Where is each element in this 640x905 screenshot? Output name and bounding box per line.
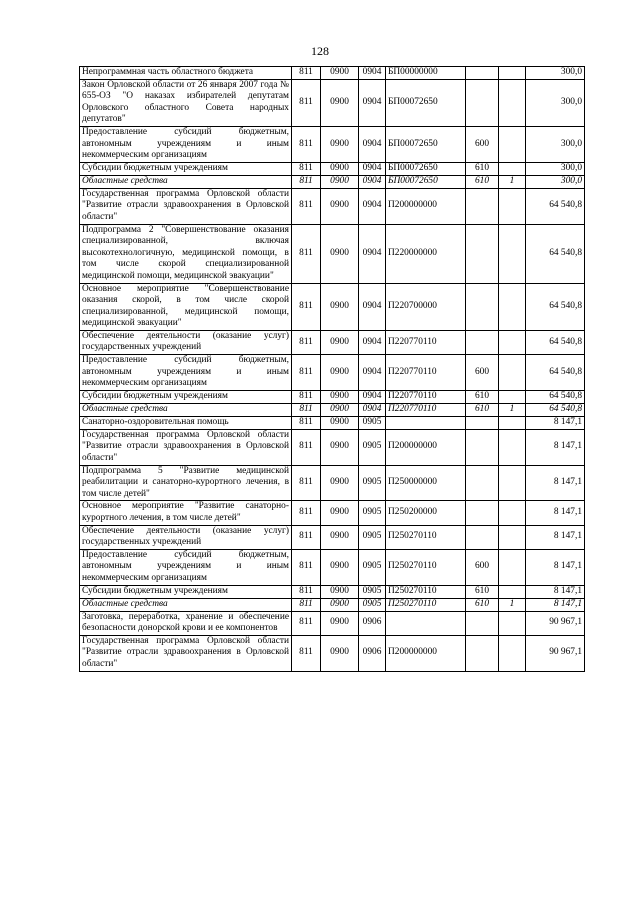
amount-cell: 64 540,8 [526,224,585,283]
ministry-code-cell: 811 [292,465,321,501]
amount-cell: 64 540,8 [526,283,585,330]
table-row [80,585,585,598]
target-article-cell: П200000000 [386,635,466,671]
section-code-cell: 0900 [321,598,359,611]
section-code-cell: 0900 [321,224,359,283]
funding-source-cell [499,465,526,501]
table-row [80,390,585,403]
subsection-code-cell: 0904 [359,355,386,391]
funding-source-cell [499,188,526,224]
amount-cell: 64 540,8 [526,330,585,354]
amount-cell: 8 147,1 [526,525,585,549]
table-row [80,283,585,330]
section-code-cell: 0900 [321,162,359,175]
amount-cell: 90 967,1 [526,635,585,671]
row-name-cell: Обеспечение деятельности (оказание услуг) государственных учреждений [80,525,292,549]
funding-source-cell [499,67,526,80]
table-row [80,175,585,188]
subsection-code-cell: 0905 [359,598,386,611]
funding-source-cell [499,585,526,598]
ministry-code-cell: 811 [292,67,321,80]
target-article-cell: БП00000000 [386,67,466,80]
expense-type-cell: 600 [466,355,499,391]
ministry-code-cell: 811 [292,224,321,283]
funding-source-cell [499,390,526,403]
ministry-code-cell: 811 [292,330,321,354]
table-row [80,126,585,162]
ministry-code-cell: 811 [292,525,321,549]
funding-source-cell [499,611,526,635]
subsection-code-cell: 0904 [359,162,386,175]
expense-type-cell: 610 [466,403,499,416]
subsection-code-cell: 0906 [359,611,386,635]
subsection-code-cell: 0904 [359,224,386,283]
ministry-code-cell: 811 [292,585,321,598]
ministry-code-cell: 811 [292,416,321,429]
expense-type-cell: 610 [466,162,499,175]
amount-cell: 300,0 [526,79,585,126]
ministry-code-cell: 811 [292,283,321,330]
target-article-cell [386,416,466,429]
section-code-cell: 0900 [321,525,359,549]
expense-type-cell [466,67,499,80]
table-row [80,188,585,224]
ministry-code-cell: 811 [292,429,321,465]
section-code-cell: 0900 [321,67,359,80]
amount-cell: 64 540,8 [526,355,585,391]
subsection-code-cell: 0904 [359,79,386,126]
amount-cell: 8 147,1 [526,585,585,598]
subsection-code-cell: 0905 [359,585,386,598]
table-row [80,465,585,501]
target-article-cell: П200000000 [386,188,466,224]
section-code-cell: 0900 [321,355,359,391]
table-row [80,611,585,635]
funding-source-cell [499,330,526,354]
budget-table [79,66,585,672]
section-code-cell: 0900 [321,416,359,429]
ministry-code-cell: 811 [292,175,321,188]
funding-source-cell [499,126,526,162]
expense-type-cell [466,501,499,525]
expense-type-cell [466,330,499,354]
funding-source-cell [499,549,526,585]
table-row [80,429,585,465]
section-code-cell: 0900 [321,390,359,403]
row-name-cell: Субсидии бюджетным учреждениям [80,390,292,403]
section-code-cell: 0900 [321,126,359,162]
section-code-cell: 0900 [321,403,359,416]
section-code-cell: 0900 [321,330,359,354]
funding-source-cell [499,79,526,126]
ministry-code-cell: 811 [292,635,321,671]
subsection-code-cell: 0905 [359,429,386,465]
funding-source-cell [499,355,526,391]
target-article-cell: П220000000 [386,224,466,283]
funding-source-cell: 1 [499,598,526,611]
target-article-cell: П250000000 [386,465,466,501]
target-article-cell: БП00072650 [386,162,466,175]
section-code-cell: 0900 [321,585,359,598]
table-row [80,224,585,283]
row-name-cell: Предоставление субсидий бюджетным, автономным учреждениям и иным некоммерческим организациям [80,549,292,585]
row-name-cell: Закон Орловской области от 26 января 2007 года № 655-ОЗ "О наказах избирателей депутатам Орловского областного Совета народных депутатов" [80,79,292,126]
row-name-cell: Санаторно-оздоровительная помощь [80,416,292,429]
amount-cell: 300,0 [526,126,585,162]
subsection-code-cell: 0906 [359,635,386,671]
target-article-cell: БП00072650 [386,175,466,188]
table-row [80,355,585,391]
subsection-code-cell: 0905 [359,416,386,429]
subsection-code-cell: 0904 [359,390,386,403]
budget-table-body [80,67,585,672]
table-row [80,403,585,416]
funding-source-cell: 1 [499,175,526,188]
section-code-cell: 0900 [321,635,359,671]
ministry-code-cell: 811 [292,355,321,391]
funding-source-cell [499,162,526,175]
expense-type-cell: 600 [466,549,499,585]
amount-cell: 8 147,1 [526,501,585,525]
row-name-cell: Государственная программа Орловской области "Развитие отрасли здравоохранения в Орловской области" [80,635,292,671]
target-article-cell: П220770110 [386,355,466,391]
row-name-cell: Обеспечение деятельности (оказание услуг) государственных учреждений [80,330,292,354]
target-article-cell: П250270110 [386,525,466,549]
row-name-cell: Подпрограмма 2 "Совершенствование оказания специализированной, включая высокотехнологичную, медицинской помощи, в том числе скорой специализированной медицинской помощи, медицинской эвакуации" [80,224,292,283]
row-name-cell: Государственная программа Орловской области "Развитие отрасли здравоохранения в Орловской области" [80,188,292,224]
subsection-code-cell: 0904 [359,126,386,162]
amount-cell: 8 147,1 [526,416,585,429]
ministry-code-cell: 811 [292,501,321,525]
expense-type-cell: 610 [466,585,499,598]
amount-cell: 8 147,1 [526,429,585,465]
funding-source-cell [499,429,526,465]
table-row [80,67,585,80]
page-number: 128 [311,44,329,58]
row-name-cell: Непрограммная часть областного бюджета [80,67,292,80]
amount-cell: 300,0 [526,67,585,80]
row-name-cell: Предоставление субсидий бюджетным, автономным учреждениям и иным некоммерческим организациям [80,126,292,162]
funding-source-cell [499,635,526,671]
expense-type-cell: 610 [466,598,499,611]
expense-type-cell [466,525,499,549]
subsection-code-cell: 0904 [359,67,386,80]
expense-type-cell [466,635,499,671]
row-name-cell: Основное мероприятие "Совершенствование оказания скорой, в том числе скорой специализированной, медицинской помощи, медицинской эвакуации" [80,283,292,330]
ministry-code-cell: 811 [292,162,321,175]
row-name-cell: Субсидии бюджетным учреждениям [80,162,292,175]
ministry-code-cell: 811 [292,611,321,635]
subsection-code-cell: 0905 [359,501,386,525]
subsection-code-cell: 0905 [359,465,386,501]
ministry-code-cell: 811 [292,126,321,162]
amount-cell: 300,0 [526,175,585,188]
row-name-cell: Областные средства [80,403,292,416]
target-article-cell: П200000000 [386,429,466,465]
target-article-cell: П250270110 [386,598,466,611]
target-article-cell: П250200000 [386,501,466,525]
section-code-cell: 0900 [321,175,359,188]
amount-cell: 8 147,1 [526,598,585,611]
table-row [80,416,585,429]
target-article-cell: П220700000 [386,283,466,330]
funding-source-cell [499,283,526,330]
table-row [80,635,585,671]
section-code-cell: 0900 [321,188,359,224]
funding-source-cell [499,416,526,429]
subsection-code-cell: 0904 [359,283,386,330]
section-code-cell: 0900 [321,611,359,635]
ministry-code-cell: 811 [292,390,321,403]
amount-cell: 64 540,8 [526,188,585,224]
table-row [80,162,585,175]
funding-source-cell [499,525,526,549]
table-row [80,598,585,611]
expense-type-cell: 610 [466,390,499,403]
target-article-cell: П250270110 [386,549,466,585]
table-row [80,525,585,549]
section-code-cell: 0900 [321,465,359,501]
ministry-code-cell: 811 [292,549,321,585]
section-code-cell: 0900 [321,501,359,525]
row-name-cell: Основное мероприятие "Развитие санаторно-курортного лечения, в том числе детей" [80,501,292,525]
table-row [80,501,585,525]
table-row [80,330,585,354]
expense-type-cell: 610 [466,175,499,188]
section-code-cell: 0900 [321,549,359,585]
expense-type-cell [466,611,499,635]
expense-type-cell [466,416,499,429]
expense-type-cell [466,465,499,501]
section-code-cell: 0900 [321,79,359,126]
table-row [80,79,585,126]
section-code-cell: 0900 [321,283,359,330]
subsection-code-cell: 0904 [359,403,386,416]
row-name-cell: Областные средства [80,598,292,611]
row-name-cell: Областные средства [80,175,292,188]
target-article-cell: БП00072650 [386,126,466,162]
target-article-cell: П250270110 [386,585,466,598]
row-name-cell: Подпрограмма 5 "Развитие медицинской реабилитации и санаторно-курортного лечения, в том числе детей" [80,465,292,501]
expense-type-cell [466,188,499,224]
ministry-code-cell: 811 [292,79,321,126]
amount-cell: 90 967,1 [526,611,585,635]
amount-cell: 300,0 [526,162,585,175]
ministry-code-cell: 811 [292,403,321,416]
row-name-cell: Государственная программа Орловской области "Развитие отрасли здравоохранения в Орловской области" [80,429,292,465]
amount-cell: 64 540,8 [526,390,585,403]
funding-source-cell [499,501,526,525]
target-article-cell: П220770110 [386,403,466,416]
target-article-cell: П220770110 [386,330,466,354]
expense-type-cell [466,283,499,330]
amount-cell: 8 147,1 [526,465,585,501]
expense-type-cell [466,224,499,283]
funding-source-cell: 1 [499,403,526,416]
row-name-cell: Заготовка, переработка, хранение и обеспечение безопасности донорской крови и ее компонентов [80,611,292,635]
row-name-cell: Субсидии бюджетным учреждениям [80,585,292,598]
ministry-code-cell: 811 [292,188,321,224]
target-article-cell: БП00072650 [386,79,466,126]
subsection-code-cell: 0905 [359,525,386,549]
subsection-code-cell: 0904 [359,330,386,354]
target-article-cell: П220770110 [386,390,466,403]
section-code-cell: 0900 [321,429,359,465]
target-article-cell [386,611,466,635]
ministry-code-cell: 811 [292,598,321,611]
amount-cell: 64 540,8 [526,403,585,416]
subsection-code-cell: 0905 [359,549,386,585]
subsection-code-cell: 0904 [359,175,386,188]
subsection-code-cell: 0904 [359,188,386,224]
expense-type-cell [466,429,499,465]
amount-cell: 8 147,1 [526,549,585,585]
row-name-cell: Предоставление субсидий бюджетным, автономным учреждениям и иным некоммерческим организациям [80,355,292,391]
expense-type-cell: 600 [466,126,499,162]
table-row [80,549,585,585]
funding-source-cell [499,224,526,283]
expense-type-cell [466,79,499,126]
